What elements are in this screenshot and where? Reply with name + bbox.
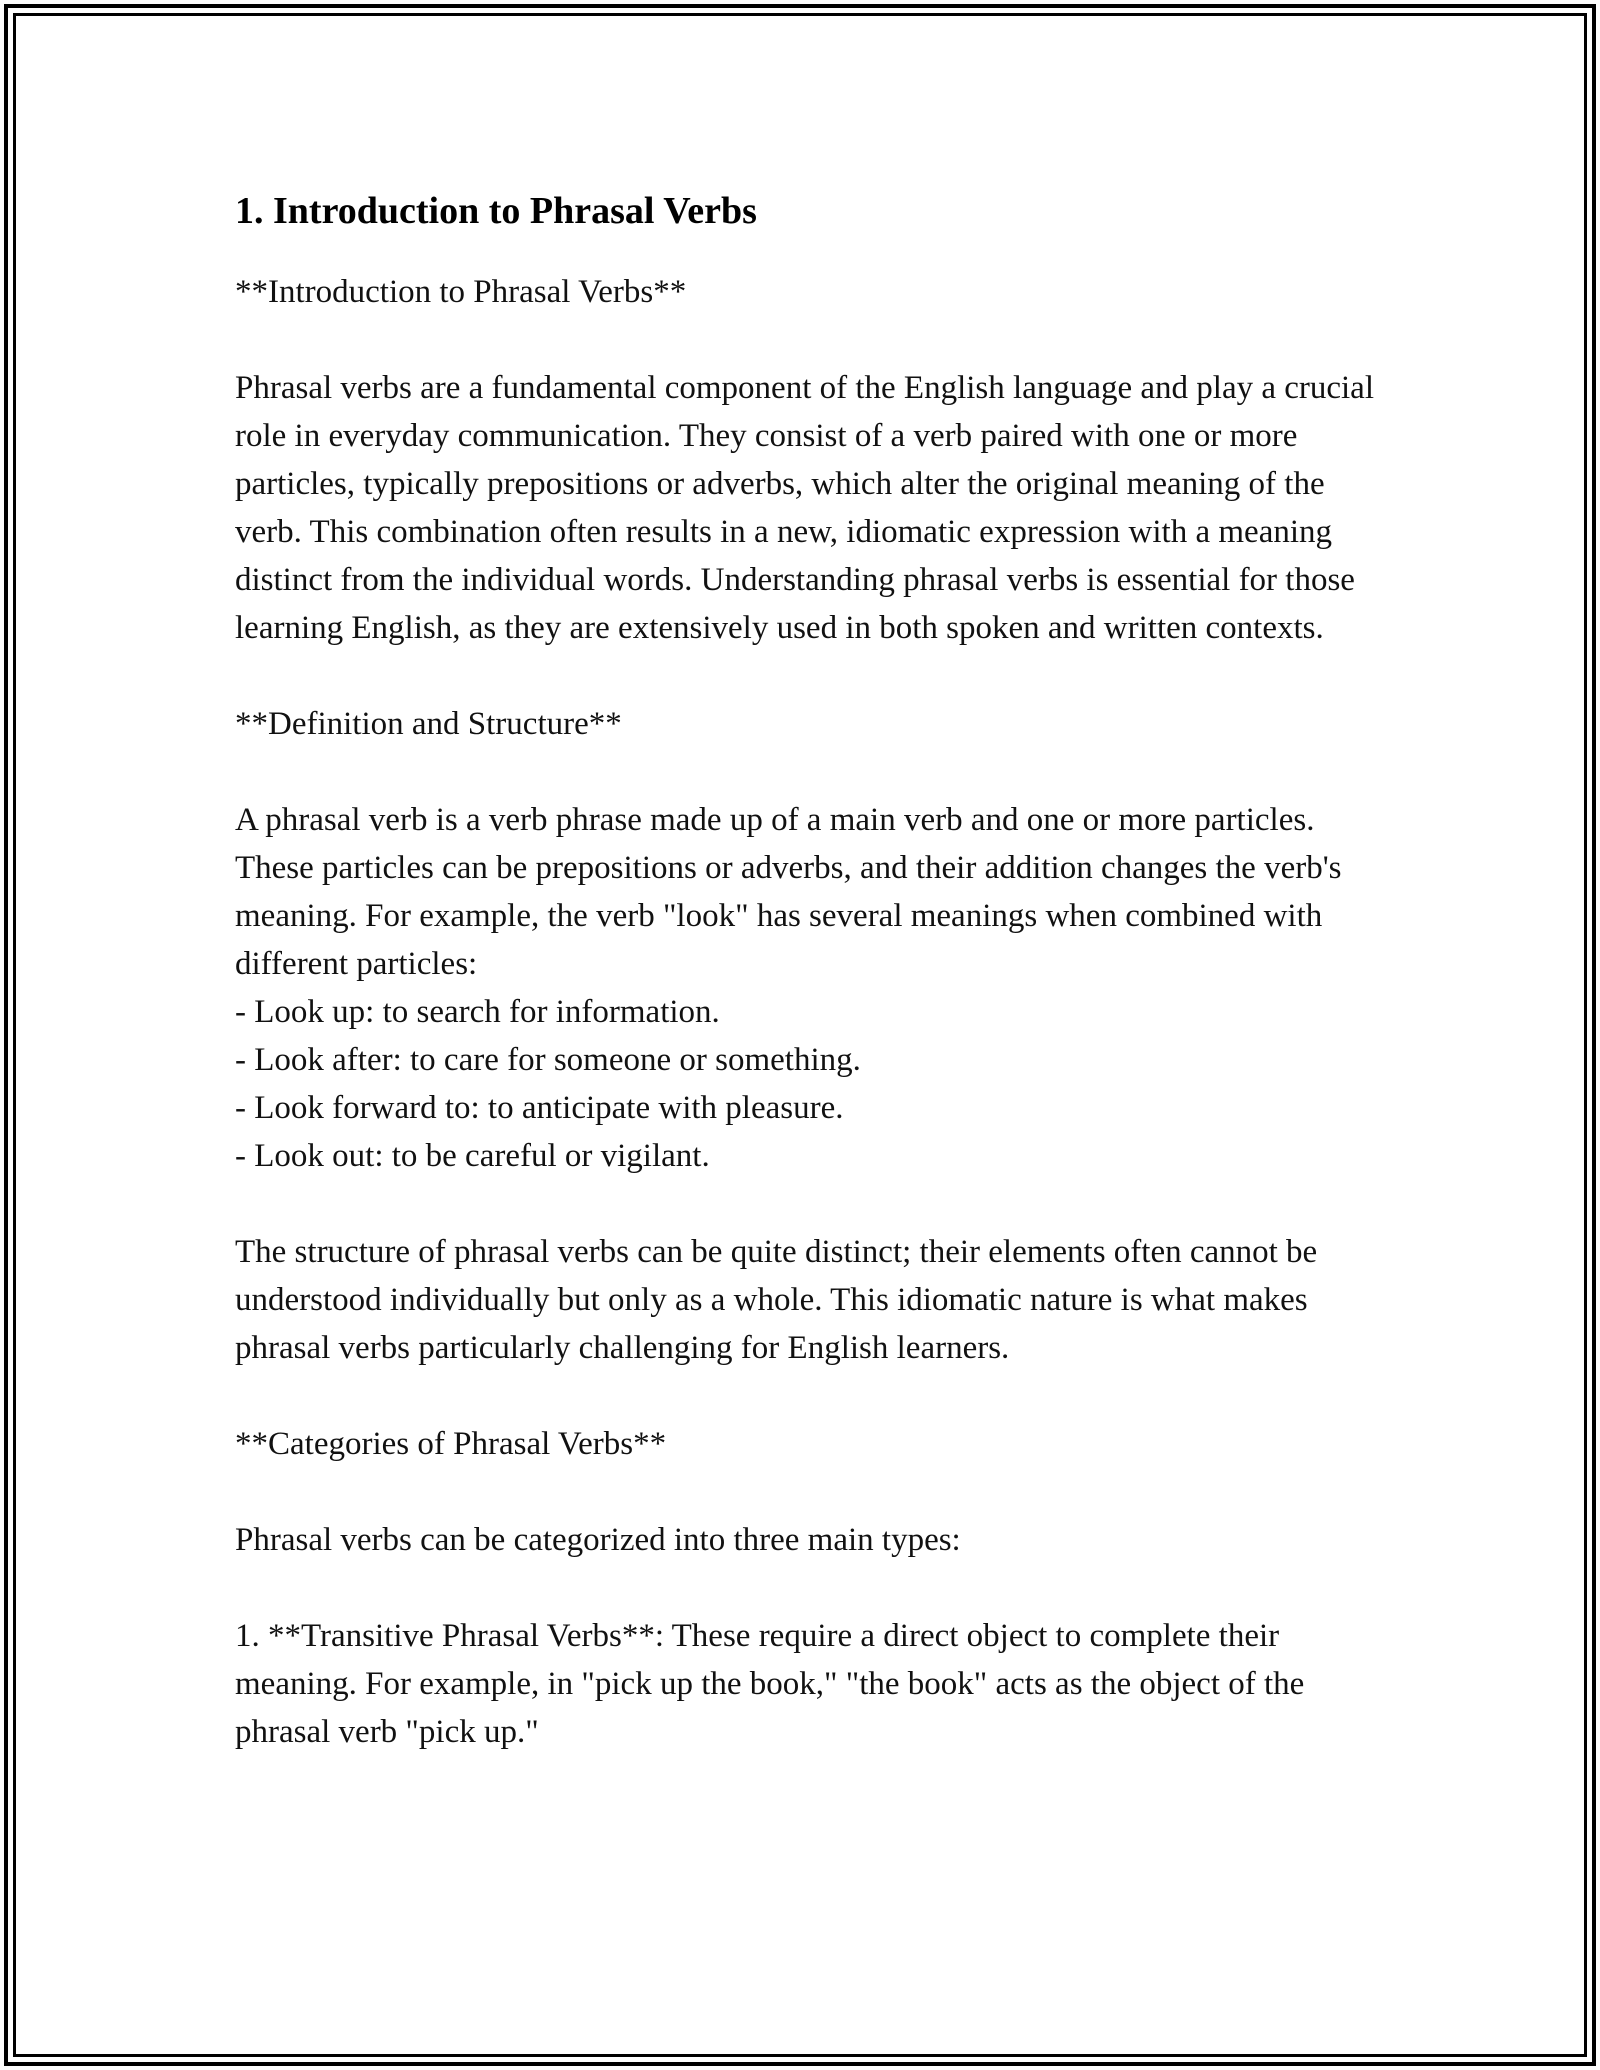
paragraph-transitive: 1. **Transitive Phrasal Verbs**: These require a direct object to complete their meaning. For example, in "pick up the book," "the book" acts as the object of the phrasal verb "pick up." [235, 1618, 1305, 1750]
paragraph-categories: Phrasal verbs can be categorized into three main types: [235, 1522, 961, 1558]
section-heading-definition: **Definition and Structure** [235, 706, 622, 742]
list-item: - Look out: to be careful or vigilant. [235, 1138, 710, 1174]
section-heading-introduction: **Introduction to Phrasal Verbs** [235, 274, 687, 310]
paragraph-structure: The structure of phrasal verbs can be quite distinct; their elements often cannot be understood individually but only as a whole. This idiomatic nature is what makes phrasal verbs particularly challenging for English learners. [235, 1234, 1318, 1366]
document-title: 1. Introduction to Phrasal Verbs [235, 190, 757, 232]
list-item: - Look up: to search for information. [235, 994, 720, 1030]
section-heading-categories: **Categories of Phrasal Verbs** [235, 1426, 667, 1462]
definition-block [235, 796, 1385, 1180]
examples-list [235, 988, 1385, 1180]
list-item: - Look forward to: to anticipate with pleasure. [235, 1090, 844, 1126]
document-body [235, 186, 1385, 1804]
list-item: - Look after: to care for someone or something. [235, 1042, 861, 1078]
paragraph-definition: A phrasal verb is a verb phrase made up of a main verb and one or more particles. These particles can be prepositions or adverbs, and their addition changes the verb's meaning. For example, the verb "look" has several meanings when combined with different particles: [235, 802, 1342, 982]
paragraph-introduction: Phrasal verbs are a fundamental component of the English language and play a crucial role in everyday communication. They consist of a verb paired with one or more particles, typically prepositions or adverbs, which alter the original meaning of the verb. This combination often results in a new, idiomatic expression with a meaning distinct from the individual words. Understanding phrasal verbs is essential for those learning English, as they are extensively used in both spoken and written contexts. [235, 370, 1374, 646]
